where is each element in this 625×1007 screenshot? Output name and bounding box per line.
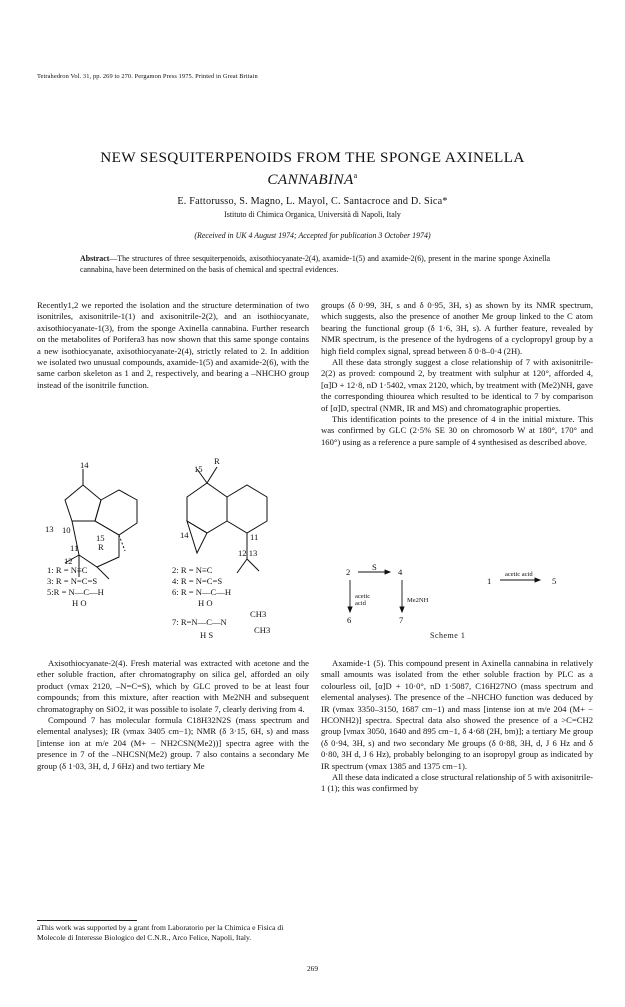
label-R-right: R: [214, 456, 220, 466]
received-date: (Received in UK 4 August 1974; Accepted for publication 3 October 1974): [194, 231, 431, 240]
compound-7-paragraph: Compound 7 has molecular formula C18H32N2S (mass spectrum and elemental analyses); IR (νmax 3405 cm−1); NMR (δ 3·15, 6H, s) and mass [intense ion at m/e 204 (M+ − NH2CSN(Me2))] spectra agree with the presence in 7 of the –NHCSN(Me2) group. 7 also contains a secondary Me group (δ 1·03, 3H, d, J 6Hz) and two tertiary Me: [37, 715, 309, 771]
label-r12-13: 12 13: [238, 548, 258, 558]
ch3-a: CH3: [250, 609, 267, 619]
compound-3-label: 3: R = N=C=S: [47, 576, 98, 586]
scheme-node-4: 4: [398, 567, 403, 577]
compound-5-label: 5:R = N—C—H: [47, 587, 104, 597]
right-ring-b: [227, 485, 267, 533]
scheme-reagent-s: S: [372, 562, 377, 572]
label-R-left: R: [98, 542, 104, 552]
abstract-label: Abstract: [80, 254, 110, 263]
label-14: 14: [80, 460, 89, 470]
page-number: 269: [306, 964, 319, 973]
scheme-node-7: 7: [399, 615, 404, 625]
compound-1-label: 1: R = N≡C: [47, 565, 88, 575]
cyclohexane-ring-a: [95, 490, 137, 535]
label-10: 10: [62, 525, 71, 535]
scheme-node-2: 2: [346, 567, 351, 577]
footnote-rule: [37, 920, 137, 921]
right-paragraph-2: All these data strongly suggest a close relationship of 7 with axisonitrile-2(2) as proved: compound 2, by treatment with sulphur at 120°, afforded 4, [α]D + 12·8, nD 1·5402, νmax 2120, which, by treatment with (Me2)NH, gave the corresponding thiourea which resulted to be identical to 7 by comparison of [α]D, spectral (NMR, IR and MS) and chromatographic properties.: [321, 357, 593, 413]
right-paragraph-3: This identification points to the presence of 4 in the initial mixture. This was confirmed by GLC (2·5% SE 30 on chromosorb W at 180°, 170° and 160°) using as a reference a pure sample of 4 synthesised as described above.: [321, 414, 593, 447]
authors: E. Fattorusso, S. Magno, L. Mayol, C. Santacroce and D. Sica*: [177, 196, 448, 207]
journal-citation: Tetrahedron Vol. 31, pp. 269 to 270. Pergamon Press 1975. Printed in Great Britain: [37, 73, 258, 80]
article-title: [40, 149, 585, 189]
scheme-node-6: 6: [347, 615, 352, 625]
abstract: [80, 254, 550, 275]
compound-6-sub: H O: [198, 598, 213, 608]
cyclopentane-ring: [65, 485, 101, 521]
label-r15: 15: [194, 464, 203, 474]
scheme-reagent-acetic-acid-1: acetic acid: [355, 593, 371, 607]
scheme-reagent-me2nh: Me2NH: [407, 597, 429, 604]
label-r11: 11: [250, 532, 259, 542]
scheme-reagent-acetic-acid-2: acetic acid: [505, 571, 533, 578]
label-11: 11: [70, 543, 79, 553]
ch3-b: CH3: [254, 625, 271, 635]
label-15: 15: [96, 533, 105, 543]
axamide-paragraph: Axamide-1 (5). This compound present in Axinella cannabina in relatively small amounts was isolated from the ether soluble fraction by PLC as a colourless oil, [α]D + 10·0°, nD 1·5087, C16H27NO (mass spectrum and elemental analyses). The presence of the –NHCHO function was deduced by IR (νmax 3350–3150, 1687 cm−1) and mass [intense ion at m/e 204 (M+ − HCONH2)] spectra. Spectral data also showed the presence of a >C=CH2 group [νmax 3050, 1640 and 895 cm−1, δ 4·68 (2H, bm)]; a tertiary Me group (δ 0·94, 3H, s) and two secondary Me groups (δ 0·88, 3H, d, J 6 Hz and δ 0·80, 3H d, J 6 Hz), probably belonging to an isopropyl group as indicated by IR spectrum (νmax 1385 and 1375 cm−1).: [321, 658, 593, 771]
right-paragraph-1: groups (δ 0·99, 3H, s and δ 0·95, 3H, s) as shown by its NMR spectrum, which suggests, also the presence of another Me group linked to the C atom bearing the functional group (δ 1·6, 3H, s). A further feature, revealed by NMR spectrum, is the presence of the hydrogens of a cyclopropyl group by a high field complex signal, spread between δ 0·8–0·4 (2H).: [321, 300, 593, 356]
right-column-lower: [321, 658, 593, 795]
scheme-node-1: 1: [487, 576, 492, 586]
label-r14: 14: [180, 530, 189, 540]
intro-paragraph: Recently1,2 we reported the isolation and the structure determination of two isonitriles, axisonitrile-1(1) and axisonitrile-2(2), and an isothiocyanate, axisothiocyanate-1(3), from the sponge Axinella cannabina. Further research on the metabolites of Porifera3 has now shown that this same sponge contains a new isothiocyanate, axisothiocyanate-2(4), strictly related to 2. In addition we isolated two unusual compounds, axamide-1(5) and axamide-2(6), with the same carbon skeleton as 1 and 2, respectively, and bearing a –NHCHO group instead of the isonitrile function.: [37, 300, 309, 390]
right-column-upper: [321, 300, 593, 448]
affiliation: Istituto di Chimica Organica, Università di Napoli, Italy: [224, 210, 401, 219]
abstract-text: —The structures of three sesquiterpenoids, axisothiocyanate-2(4), axamide-1(5) and axamide-2(6), present in the marine sponge Axinella cannabina, have been determined on the basis of chemical and spectral evidences.: [80, 254, 550, 274]
left-column-lower: [37, 658, 309, 772]
compound-5-sub: H O: [72, 598, 87, 608]
cyclopropane-ring: [187, 521, 207, 553]
compound-6-label: 6: R = N—C—H: [172, 587, 232, 597]
compound-7-sub: H S: [200, 630, 214, 640]
label-13: 13: [45, 524, 54, 534]
footnote: aThis work was supported by a grant from Laboratorio per la Chimica e Fisica di Molecole di Interesse Biologico del C.N.R., Arco Felice, Napoli, Italy.: [37, 923, 284, 942]
scheme-label: Scheme 1: [430, 631, 466, 640]
scheme-node-5: 5: [552, 576, 557, 586]
title-line-1: NEW SESQUITERPENOIDS FROM THE SPONGE AXINELLA: [100, 149, 525, 166]
title-line-2: CANNABINA$^a$: [267, 171, 358, 189]
relationship-paragraph: All these data indicated a close structural relationship of 5 with axisonitrile-1 (1); this was confirmed by: [321, 772, 593, 794]
compound-2-label: 2: R = N≡C: [172, 565, 213, 575]
compound-7-label: 7: R=N—C—N: [172, 617, 227, 627]
left-column-intro: [37, 300, 309, 391]
compound-4-label: 4: R = N=C=S: [172, 576, 223, 586]
label-12: 12: [64, 556, 73, 566]
right-ring-a: [187, 483, 227, 533]
axisothiocyanate-paragraph: Axisothiocyanate-2(4). Fresh material was extracted with acetone and the ether soluble fraction, after chromatography on silica gel, afforded an oily product (νmax 2120, –N=C=S), which by GLC proved to be at least four compounds; from this mixture, after reaction with Me2NH and subsequent chromatography on SiO2, it was possible to isolate 7, clearly deriving from 4.: [37, 658, 309, 714]
